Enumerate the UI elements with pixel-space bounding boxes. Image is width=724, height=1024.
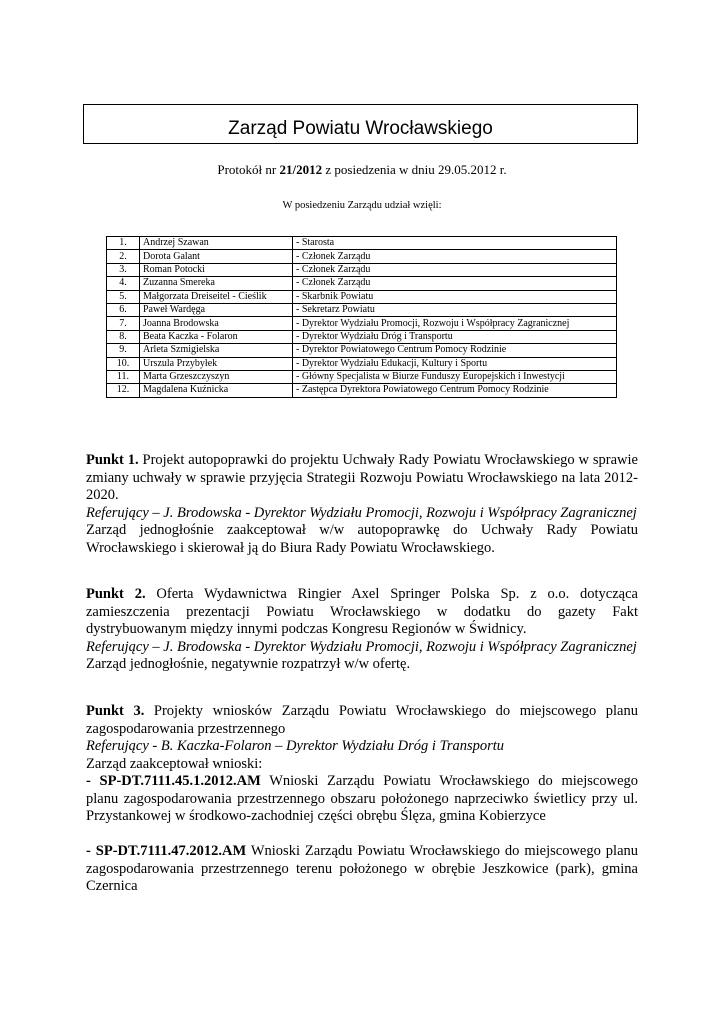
document-title: Zarząd Powiatu Wrocławskiego bbox=[228, 118, 493, 139]
attendee-number: 4. bbox=[107, 277, 140, 290]
point-3-text: Projekty wniosków Zarządu Powiatu Wrocławskiego do miejscowego planu zagospodarowania przestrzennego bbox=[86, 703, 638, 737]
point-3-item-2-text: Wnioski Zarządu Powiatu Wrocławskiego do miejscowego planu zagospodarowania przestrzennego terenu położonego w obrębie Jeszkowice (park), gmina Czernica bbox=[86, 843, 639, 894]
attendee-row bbox=[107, 290, 617, 303]
attendee-name: Urszula Przybyłek bbox=[140, 357, 293, 370]
attendee-role: - Członek Zarządu bbox=[293, 277, 617, 290]
attendee-name: Małgorzata Dreiseitel - Cieślik bbox=[140, 290, 293, 303]
attendee-row bbox=[107, 317, 617, 330]
point-3-item-1-text: Wnioski Zarządu Powiatu Wrocławskiego do miejscowego planu zagospodarowania przestrzennego obszaru położonego naprzeciwko świetlicy przy ul. Przystankowej w środkowo-zachodniej części obrębu Ślęza, gmina Kobierzyce bbox=[86, 773, 638, 824]
attendee-role: - Zastępca Dyrektora Powiatowego Centrum Pomocy Rodzinie bbox=[293, 384, 617, 397]
attendee-name: Andrzej Szawan bbox=[140, 237, 293, 250]
attendee-name: Roman Potocki bbox=[140, 263, 293, 276]
attendee-row bbox=[107, 357, 617, 370]
attendee-role: - Dyrektor Wydziału Dróg i Transportu bbox=[293, 330, 617, 343]
attendee-role: - Członek Zarządu bbox=[293, 250, 617, 263]
attendee-name: Marta Grzeszczyszyn bbox=[140, 370, 293, 383]
attendee-row bbox=[107, 330, 617, 343]
attendee-number: 2. bbox=[107, 250, 140, 263]
attendee-role: - Sekretarz Powiatu bbox=[293, 303, 617, 316]
point-3-item-2 bbox=[86, 843, 638, 896]
attendee-number: 1. bbox=[107, 237, 140, 250]
attendee-name: Dorota Galant bbox=[140, 250, 293, 263]
attendee-number: 9. bbox=[107, 344, 140, 357]
attendee-row bbox=[107, 384, 617, 397]
attendee-name: Magdalena Kuźnicka bbox=[140, 384, 293, 397]
point-2-text: Oferta Wydawnictwa Ringier Axel Springer Polska Sp. z o.o. dotycząca zamieszczenia prezentacji Powiatu Wrocławskiego w dodatku do gazety Fakt dystrybuowanym między innymi podczas Kongresu Regionów w Świdnicy. bbox=[86, 586, 638, 637]
attendee-name: Paweł Wardęga bbox=[140, 303, 293, 316]
attendee-number: 10. bbox=[107, 357, 140, 370]
attendee-role: - Dyrektor Wydziału Promocji, Rozwoju i Współpracy Zagranicznej bbox=[293, 317, 617, 330]
point-3-lead: Punkt 3. bbox=[86, 703, 145, 719]
point-3-item-2-code: - SP-DT.7111.47.2012.AM bbox=[86, 843, 247, 859]
attendee-row bbox=[107, 370, 617, 383]
attendees-table bbox=[106, 236, 617, 398]
attendee-name: Joanna Brodowska bbox=[140, 317, 293, 330]
attendee-row bbox=[107, 263, 617, 276]
point-1-text: Projekt autopoprawki do projektu Uchwały Rady Powiatu Wrocławskiego w sprawie zmiany uchwały w sprawie przyjęcia Strategii Rozwoju Powiatu Wrocławskiego na lata 2012-2020. bbox=[86, 452, 638, 503]
point-2-lead: Punkt 2. bbox=[86, 586, 146, 602]
attendee-row bbox=[107, 303, 617, 316]
point-2-referent: Referujący – J. Brodowska - Dyrektor Wydziału Promocji, Rozwoju i Współpracy Zagranicznej bbox=[86, 638, 637, 655]
attendee-number: 12. bbox=[107, 384, 140, 397]
point-1 bbox=[86, 452, 638, 557]
attendee-number: 6. bbox=[107, 303, 140, 316]
attendee-name: Zuzanna Smereka bbox=[140, 277, 293, 290]
attendee-number: 3. bbox=[107, 263, 140, 276]
attendee-number: 8. bbox=[107, 330, 140, 343]
attendee-number: 5. bbox=[107, 290, 140, 303]
attendee-number: 11. bbox=[107, 370, 140, 383]
attendee-row bbox=[107, 344, 617, 357]
attendees-intro: W posiedzeniu Zarządu udział wzięli: bbox=[282, 200, 442, 211]
point-3 bbox=[86, 703, 638, 896]
attendee-role: - Starosta bbox=[293, 237, 617, 250]
point-2 bbox=[86, 586, 638, 674]
attendee-name: Beata Kaczka - Folaron bbox=[140, 330, 293, 343]
point-1-decision: Zarząd jednogłośnie zaakceptował w/w autopoprawkę do Uchwały Rady Powiatu Wrocławskiego i skierował ją do Biura Rady Powiatu Wrocławskiego. bbox=[86, 522, 638, 556]
attendee-role: - Dyrektor Wydziału Edukacji, Kultury i Sportu bbox=[293, 357, 617, 370]
attendee-role: - Główny Specjalista w Biurze Funduszy Europejskich i Inwestycji bbox=[293, 370, 617, 383]
attendee-name: Arleta Szmigielska bbox=[140, 344, 293, 357]
point-3-item-1 bbox=[86, 773, 638, 826]
attendee-row bbox=[107, 250, 617, 263]
attendee-row bbox=[107, 237, 617, 250]
attendee-role: - Skarbnik Powiatu bbox=[293, 290, 617, 303]
point-2-decision: Zarząd jednogłośnie, negatywnie rozpatrzył w/w ofertę. bbox=[86, 656, 411, 672]
point-3-decision: Zarząd zaakceptował wnioski: bbox=[86, 755, 263, 772]
protocol-suffix: z posiedzenia w dniu 29.05.2012 r. bbox=[322, 162, 507, 177]
document-title-box bbox=[83, 104, 638, 144]
point-1-lead: Punkt 1. bbox=[86, 452, 139, 468]
attendee-role: - Dyrektor Powiatowego Centrum Pomocy Rodzinie bbox=[293, 344, 617, 357]
point-3-referent: Referujący - B. Kaczka-Folaron – Dyrektor Wydziału Dróg i Transportu bbox=[86, 738, 505, 754]
attendee-number: 7. bbox=[107, 317, 140, 330]
attendee-role: - Członek Zarządu bbox=[293, 263, 617, 276]
point-3-item-1-code: - SP-DT.7111.45.1.2012.AM bbox=[86, 773, 261, 789]
attendee-row bbox=[107, 277, 617, 290]
point-1-referent: Referujący – J. Brodowska - Dyrektor Wydziału Promocji, Rozwoju i Współpracy Zagranicznej bbox=[86, 504, 637, 521]
protocol-prefix: Protokół nr bbox=[217, 162, 280, 177]
protocol-number: 21/2012 bbox=[279, 162, 323, 177]
protocol-line bbox=[0, 162, 724, 178]
